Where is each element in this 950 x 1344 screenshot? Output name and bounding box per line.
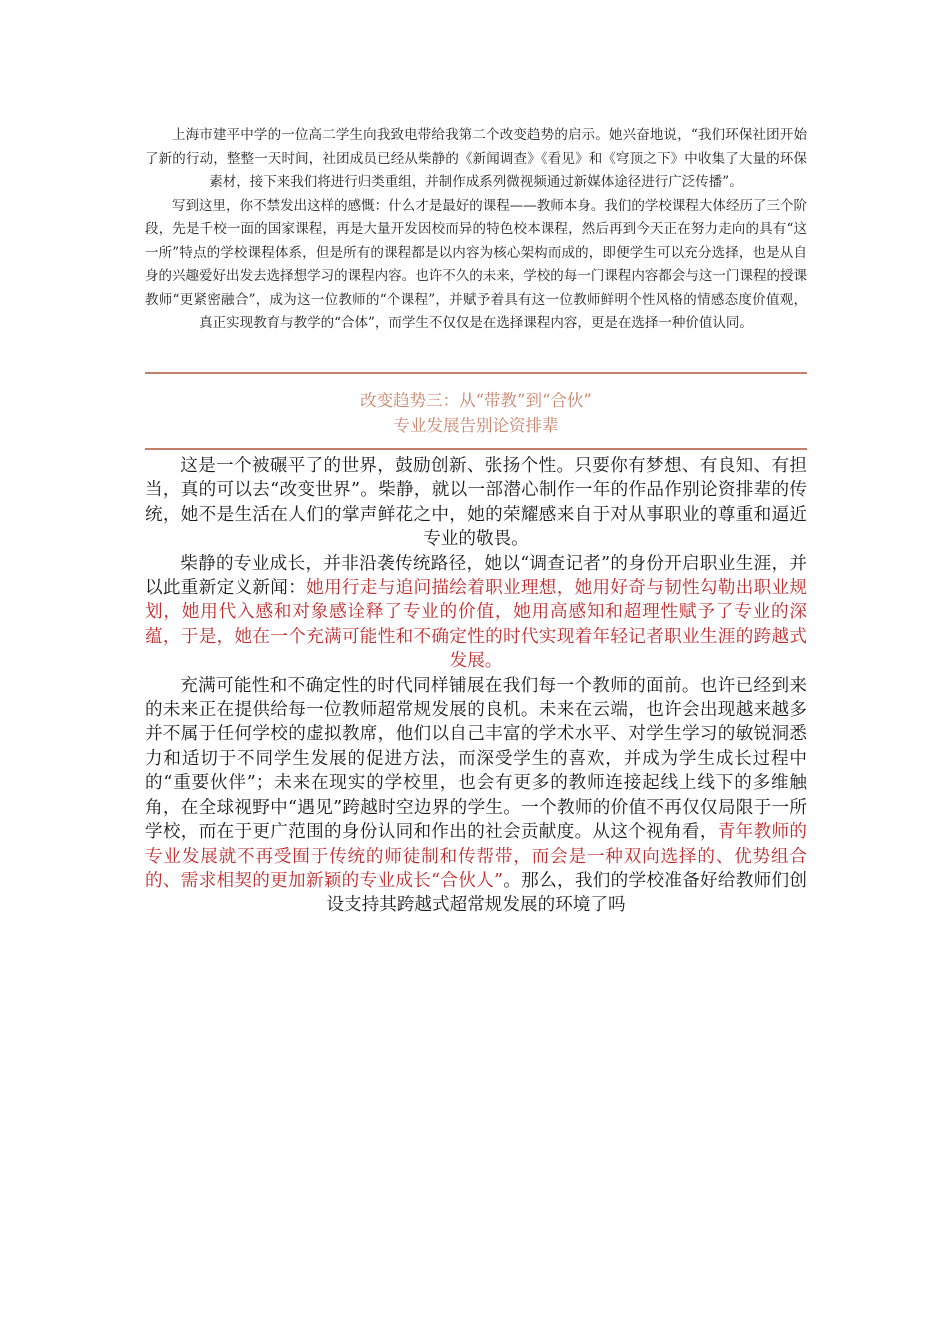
body-paragraph-1: 这是一个被碾平了的世界，鼓励创新、张扬个性。只要你有梦想、有良知、有担当，真的可以去“改变世界”。柴静，就以一部潜心制作一年的作品作别论资排辈的传统，她不是生活在人们的掌声鲜花之中，她的荣耀感来自于对从事职业的尊重和逼近专业的敬畏。 xyxy=(145,456,807,550)
body-paragraph-3-text: 充满可能性和不确定性的时代同样铺展在我们每一个教师的面前。也许已经到来的未来正在提供给每一位教师超常规发展的良机。未来在云端，也许会出现越来越多并不属于任何学校的虚拟教席，他们以自己丰富的学术水平、对学生学习的敏锐洞悉力和适切于不同学生发展的促进方法，而深受学生的喜欢，并成为学生成长过程中的“重要伙伴”；未来在现实的学校里，也会有更多的教师连接起线上线下的多维触角，在全球视野中“遇见”跨越时空边界的学生。一个教师的价值不再仅仅局限于一所学校，而在于更广范围的身份认同和作出的社会贡献度。从这个视角看， xyxy=(145,675,807,843)
body-paragraph-2-highlight: 她用行走与追问描绘着职业理想，她用好奇与韧性勾勒出职业规划，她用代入感和对象感诠释了专业的价值，她用高感知和超理性赋予了专业的深蕴，于是，她在一个充满可能性和不确定性的时代实现着年轻记者职业生涯的跨越式发展。 xyxy=(145,578,807,672)
top-divider xyxy=(145,372,807,374)
body-paragraph-3-ending: 。那么，我们的学校准备好给教师们创设支持其跨越式超常规发展的环境了吗 xyxy=(326,870,807,916)
section-subtitle: 专业发展告别论资排辈 xyxy=(393,416,559,435)
body-section xyxy=(145,454,807,918)
bottom-divider xyxy=(145,448,807,450)
intro-paragraph-2: 写到这里，你不禁发出这样的感慨：什么才是最好的课程——教师本身。我们的学校课程大体经历了三个阶段，先是千校一面的国家课程，再是大量开发因校而异的特色校本课程，然后再到今天正在努力走向的具有“这一所”特点的学校课程体系，但是所有的课程都是以内容为核心架构而成的，即便学生可以充分选择，也是从自身的兴趣爱好出发去选择想学习的课程内容。也许不久的未来，学校的每一门课程内容都会与这一门课程的授课教师“更紧密融合”，成为这一位教师的“个课程”，并赋予着具有这一位教师鲜明个性风格的情感态度价值观，真正实现教育与教学的“合体”，而学生不仅仅是在选择课程内容，更是在选择一种价值认同。 xyxy=(145,197,807,331)
body-paragraph-2-text: 柴静的专业成长，并非沿袭传统路径，她以“调查记者”的身份开启职业生涯，并以此重新定义新闻： xyxy=(145,553,807,599)
section-title: 改变趋势三：从“带教”到“合伙” xyxy=(360,391,592,410)
body-paragraph-3 xyxy=(145,674,807,918)
intro-section xyxy=(145,124,807,336)
intro-paragraph-1: 上海市建平中学的一位高二学生向我致电带给我第二个改变趋势的启示。她兴奋地说，“我们环保社团开始了新的行动，整整一天时间，社团成员已经从柴静的《新闻调查》《看见》和《穹顶之下》中收集了大量的环保素材，接下来我们将进行归类重组，并制作成系列微视频通过新媒体途径进行广泛传播”。 xyxy=(145,127,807,190)
body-paragraph-2 xyxy=(145,552,807,674)
section-heading xyxy=(145,388,807,438)
body-paragraph-3-highlight: 青年教师的专业发展就不再受囿于传统的师徒制和传帮带，而会是一种双向选择的、优势组合的、需求相契的更加新颖的专业成长“合伙人” xyxy=(145,822,807,891)
